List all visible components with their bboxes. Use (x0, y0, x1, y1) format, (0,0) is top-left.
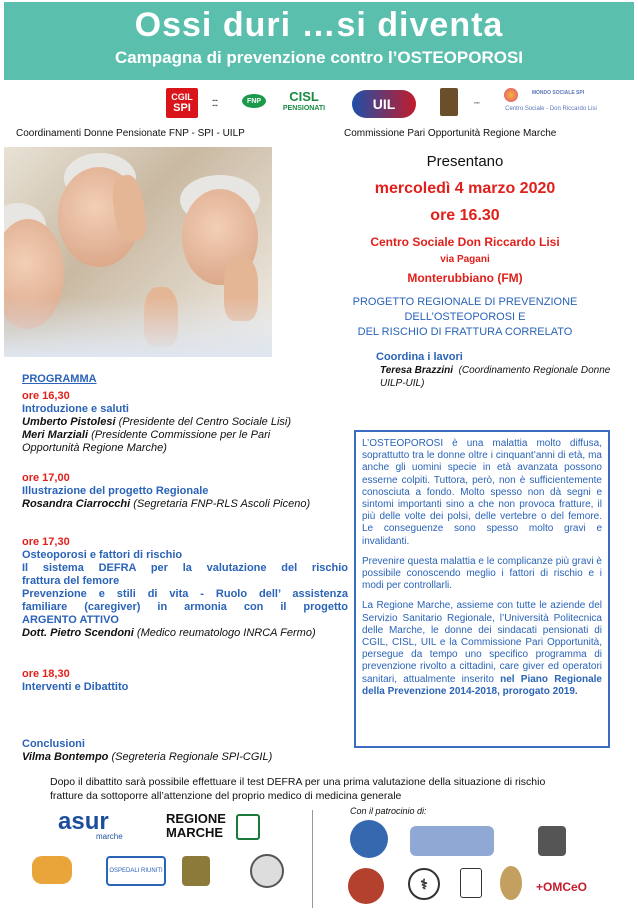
footer-note-1: Dopo il dibattito sarà possibile effettuare il test DEFRA per una prima valutazione della situazione di rischio (50, 776, 546, 788)
commissione-label: Commissione Pari Opportunità Regione Marche (344, 128, 557, 139)
presentano-label: Presentano (426, 153, 504, 170)
role-marziali: (Presidente Commissione per le Pari (91, 429, 271, 441)
speaker-pistolesi: Umberto Pistolesi (22, 416, 116, 428)
spi-text: SPI (173, 102, 191, 114)
event-venue: Centro Sociale Don Riccardo Lisi (370, 235, 560, 249)
info-paragraph-3-text: La Regione Marche, assieme con tutte le aziende del Servizio Sanitario Regionale, l’Università Politecnica delle Marche, le donne dei sindacati pensionati di CGIL, CISL, UIL e la Commissione Pari Opportunità, persegue da tempo uno specifico programma di prevenzione rivolto a cittadini, care giver ed operatori sanitari, attualmente inserito (362, 600, 602, 685)
project-line-1: PROGETTO REGIONALE DI PREVENZIONE (352, 296, 578, 308)
asur-sub: marche (96, 832, 123, 841)
order-logo-icon (460, 868, 482, 898)
title-2: Illustrazione del progetto Regionale (22, 485, 209, 497)
ospedali-riuniti-logo: OSPEDALI RIUNITI (106, 856, 166, 886)
simmg-logo-icon (410, 826, 494, 856)
speaker-bontempo: Vilma Bontempo (22, 751, 109, 763)
cisl-logo (276, 90, 332, 116)
fnp-text: FNP (247, 97, 261, 105)
conclusions (22, 738, 352, 764)
mondo-sociale-icon (504, 88, 518, 102)
cgil-spi-logo (166, 88, 198, 118)
commissione-caption: ▪▪▪▪ (474, 99, 480, 105)
commissione-logo-icon (440, 88, 458, 116)
time-2: ore 17,00 (22, 472, 70, 484)
speaker-scendoni: Dott. Pietro Scendoni (22, 627, 134, 639)
coordinamenti-label: Coordinamenti Donne Pensionate FNP - SPI - UILP (16, 128, 245, 139)
program-section-3 (22, 536, 348, 640)
project-line-3: DEL RISCHIO DI FRATTURA CORRELATO (357, 326, 573, 338)
museum-logo-icon (182, 856, 210, 886)
association-crest-icon (538, 826, 566, 856)
argento-attivo: ARGENTO ATTIVO (22, 614, 119, 626)
cisl-sub-text: PENSIONATI (282, 105, 326, 112)
role-marziali-2: Opportunità Regione Marche) (22, 442, 167, 454)
info-paragraph-1: L’OSTEOPOROSI è una malattia molto diffusa, soprattutto tra le donne oltre i cinquant’anni di età, ma anche gli uomini specie in età avanzata possono esserne colpiti. Tuttora, però, non è sufficientemente conosciuta a fondo. Molto spesso non dà segni e sintomi importanti sino a che non provoca fratture, il più delle volte dei polsi, delle vertebre o del femore. Le conseguenze sono spesso molto gravi e invalidanti. (362, 438, 602, 547)
title-4: Interventi e Dibattito (22, 681, 129, 693)
event-time: ore 16.30 (430, 207, 500, 224)
program-section-4 (22, 668, 352, 694)
association-logo-icon (32, 856, 72, 884)
time-1: ore 16,30 (22, 390, 70, 402)
university-seal-icon (348, 868, 384, 904)
coordinator-role: (Coordinamento Regionale Donne (458, 365, 611, 376)
omceo-logo: +OMCeO (536, 880, 588, 894)
regione-marche-logo (166, 812, 226, 840)
uil-logo (352, 90, 416, 118)
program-section-2 (22, 472, 352, 511)
event-city: Monterubbiano (FM) (407, 271, 523, 285)
uil-text: UIL (372, 96, 396, 112)
coordinator-label: Coordina i lavori (376, 351, 463, 363)
info-paragraph-2: Prevenire questa malattia e le complicanze più gravi è possibile conoscendo meglio i fattori di rischio e i modi per controllarli. (362, 555, 602, 592)
patron-logo-icon (350, 820, 388, 858)
asur-logo: asur (58, 808, 109, 835)
event-date: mercoledì 4 marzo 2020 (374, 180, 556, 197)
regione-text-1: REGIONE (166, 811, 226, 826)
role-ciarrocchi: (Segretaria FNP-RLS Ascoli Piceno) (133, 498, 311, 510)
info-paragraph-3 (362, 600, 602, 698)
speaker-ciarrocchi: Rosandra Ciarrocchi (22, 498, 131, 510)
spi-caption-logo: ▪▪▪ ▪▪▪ (212, 98, 218, 109)
mondo-sociale-label: MONDO SOCIALE SPI (531, 90, 585, 96)
info-paragraph-3-bold: nel Piano Regionale della Prevenzione 2014-2018, prorogato 2019. (362, 673, 602, 697)
shirt-shape (4, 297, 272, 357)
main-title: Ossi duri …si diventa (134, 6, 504, 44)
title-banner (4, 2, 634, 80)
role-bontempo: (Segreteria Regionale SPI-CGIL) (111, 751, 273, 763)
coordinator-role-2: UILP-UIL) (380, 378, 425, 389)
fnp-logo (242, 94, 266, 108)
defra-line-1: Il sistema DEFRA per la valutazione del rischio (22, 562, 348, 574)
saint-medallion-icon (500, 866, 522, 900)
footer-divider (312, 810, 313, 908)
title-3: Osteoporosi e fattori di rischio (22, 549, 183, 561)
event-street: via Pagani (440, 254, 490, 265)
defra-line-2: frattura del femore (22, 575, 120, 587)
patrocinio-label: Con il patrocinio di: (350, 806, 427, 816)
cisl-text: CISL (289, 89, 319, 104)
role-scendoni: (Medico reumatologo INRCA Fermo) (136, 627, 316, 639)
regione-text-2: MARCHE (166, 825, 224, 840)
subtitle: Campagna di prevenzione contro l’OSTEOPOROSI (114, 48, 524, 67)
project-line-2: DELL’OSTEOPOROSI E (404, 311, 526, 323)
prevention-line-2: familiare (caregiver) in armonia con il progetto (22, 601, 348, 613)
medical-caduceus-icon: ⚕ (408, 868, 440, 900)
info-box (354, 430, 610, 748)
cgil-text: CGIL (171, 92, 193, 102)
seniors-photo (4, 147, 272, 357)
role-pistolesi: (Presidente del Centro Sociale Lisi) (118, 416, 292, 428)
centro-sociale-label: Centro Sociale - Don Riccardo Lisi (505, 106, 597, 112)
seal-logo-icon (250, 854, 284, 888)
time-3: ore 17,30 (22, 536, 70, 548)
time-4: ore 18,30 (22, 668, 70, 680)
footer-note-2: fratture da sottoporre all’attenzione del proprio medico di medicina generale (50, 790, 402, 802)
speaker-marziali: Meri Marziali (22, 429, 89, 441)
program-heading: PROGRAMMA (22, 373, 97, 385)
coordinator-name: Teresa Brazzini (380, 365, 453, 376)
prevention-line-1: Prevenzione e stili di vita - Ruolo dell’ assistenza (22, 588, 348, 600)
conclusions-title: Conclusioni (22, 738, 85, 750)
regione-crest-icon (236, 814, 260, 840)
program-section-1 (22, 390, 352, 455)
title-1: Introduzione e saluti (22, 403, 129, 415)
